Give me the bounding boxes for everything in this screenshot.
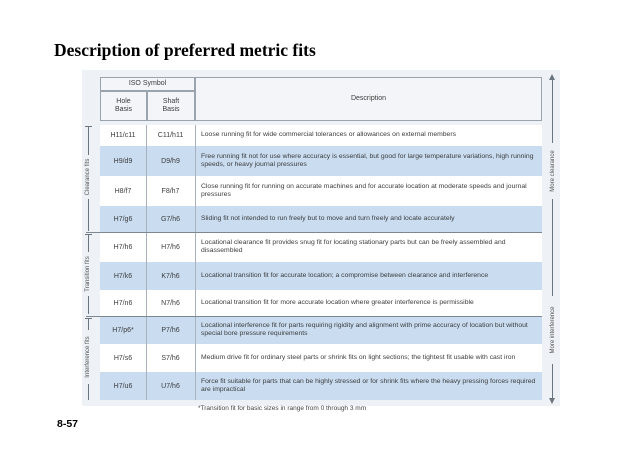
iso-symbol-header: ISO Symbol: [100, 77, 195, 91]
hole-basis-cell: H7/g6: [100, 206, 147, 232]
table-row: [100, 316, 542, 344]
description-cell: Sliding fit not intended to run freely but to move and turn freely and locate accurately: [201, 214, 455, 222]
description-cell: Locational interference fit for parts requiring rigidity and alignment with prime accuracy of location but without special bore pressure requirements: [201, 321, 528, 337]
bracket-tick: [85, 126, 92, 127]
shaft-basis-cell: N7/h6: [146, 290, 196, 316]
shaft-basis-cell: F8/h7: [146, 176, 196, 206]
description-cell: Force fit suitable for parts that can be highly stressed or for shrink fits where the heavy pressing forces required are impractical: [201, 377, 536, 393]
shaft-basis-cell: U7/h6: [146, 372, 196, 400]
shaft-basis-cell: D9/h9: [146, 146, 196, 176]
table-row: [100, 344, 542, 372]
table-row: [100, 206, 542, 232]
bracket-tick: [85, 234, 92, 235]
table-row: [100, 232, 542, 262]
table-row: [100, 176, 542, 206]
shaft-basis-cell: S7/h6: [146, 344, 196, 372]
hole-basis-cell: H7/s6: [100, 344, 147, 372]
shaft-basis-cell: C11/h11: [146, 125, 196, 146]
description-cell: Medium drive fit for ordinary steel parts or shrink fits on light sections; the tightest fit usable with cast iron: [201, 353, 516, 361]
clearance-fits-label: Clearance fits: [85, 155, 91, 199]
more-interference-label: More interference: [550, 296, 556, 364]
table-row: [100, 372, 542, 400]
description-header: Description: [195, 77, 542, 121]
shaft-basis-header: Shaft Basis: [147, 91, 195, 121]
arrow-up-icon: [549, 74, 555, 80]
table-row: [100, 146, 542, 176]
hole-basis-cell: H7/k6: [100, 262, 147, 290]
hole-basis-cell: H7/p6*: [100, 316, 147, 344]
hole-basis-header: Hole Basis: [100, 91, 147, 121]
shaft-basis-cell: P7/h6: [146, 316, 196, 344]
arrow-down-icon: [549, 398, 555, 404]
description-cell: Free running fit not for use where accuracy is essential, but good for large temperature variations, high running speeds, or heavy journal pressures: [201, 152, 534, 168]
hole-basis-cell: H9/d9: [100, 146, 147, 176]
shaft-basis-cell: G7/h6: [146, 206, 196, 232]
group-divider: [86, 316, 542, 317]
description-cell: Close running fit for running on accurate machines and for accurate location at moderate speeds and journal pressures: [201, 182, 527, 198]
footnote: *Transition fit for basic sizes in range from 0 through 3 mm: [198, 405, 367, 412]
fits-table: [82, 70, 560, 406]
hole-basis-cell: H7/n6: [100, 290, 147, 316]
page-number: 8-57: [57, 418, 79, 430]
table-row: [100, 290, 542, 316]
description-cell: Loose running fit for wide commercial tolerances or allowances on external members: [201, 131, 457, 139]
shaft-basis-cell: K7/h6: [146, 262, 196, 290]
page-title: Description of preferred metric fits: [54, 40, 316, 60]
hole-basis-cell: H11/c11: [100, 125, 147, 146]
table-row: [100, 125, 542, 146]
shaft-basis-cell: H7/h6: [146, 232, 196, 262]
description-cell: Locational transition fit for accurate location; a compromise between clearance and interference: [201, 271, 489, 279]
more-clearance-label: More clearance: [550, 143, 556, 199]
group-divider: [86, 232, 542, 233]
bracket-tick: [85, 318, 92, 319]
transition-fits-label: Transition fits: [85, 252, 91, 296]
interference-fits-label: Interference fits: [85, 330, 91, 384]
table-row: [100, 262, 542, 290]
hole-basis-cell: H7/u6: [100, 372, 147, 400]
hole-basis-cell: H7/h6: [100, 232, 147, 262]
description-cell: Locational transition fit for more accurate location where greater interference is permissible: [201, 298, 474, 306]
description-cell: Locational clearance fit provides snug fit for locating stationary parts but can be freely assembled and disassembled: [201, 238, 506, 254]
hole-basis-cell: H8/f7: [100, 176, 147, 206]
